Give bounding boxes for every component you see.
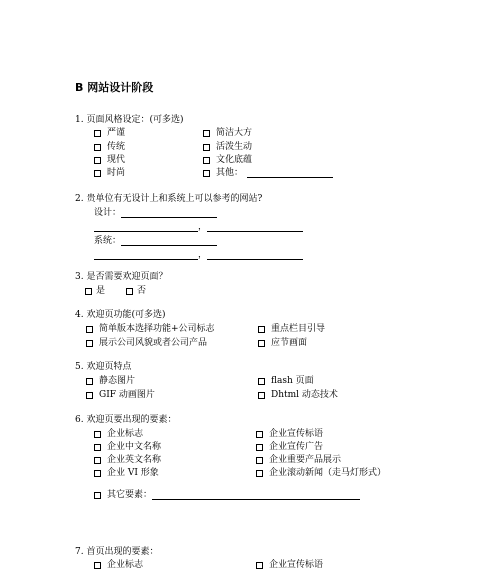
option-q6-left-4[interactable]: 企业 VI 形象 <box>94 468 159 479</box>
checkbox[interactable] <box>94 170 101 177</box>
checkbox[interactable] <box>94 130 101 137</box>
checkbox[interactable] <box>94 470 101 477</box>
option-q5-left-1[interactable]: 静态图片 <box>86 376 135 387</box>
design-reference-input-2[interactable] <box>94 223 198 232</box>
checkbox[interactable] <box>94 144 101 151</box>
option-yes[interactable]: 是 <box>85 286 105 297</box>
question-7: 7. 首页出现的要素： <box>75 547 159 557</box>
option-q4-left-2[interactable]: 展示公司风貌或者公司产品 <box>86 338 207 349</box>
option-q4-left-1[interactable]: 简单版本选择功能+公司标志 <box>86 324 215 335</box>
checkbox[interactable] <box>203 130 210 137</box>
option-q6-right-2[interactable]: 企业宣传广告 <box>256 442 323 453</box>
system-reference-input-3[interactable] <box>207 251 303 260</box>
design-reference-input[interactable] <box>121 209 217 218</box>
design-reference-row-2: ， <box>94 222 303 233</box>
checkbox[interactable] <box>203 170 210 177</box>
system-reference-row: 系统： <box>94 236 217 247</box>
checkbox[interactable] <box>256 470 263 477</box>
checkbox[interactable] <box>258 326 265 333</box>
option-q6-other[interactable]: 其它要素： <box>94 490 360 501</box>
question-4: 4. 欢迎页功能(可多选) <box>75 310 166 320</box>
checkbox[interactable] <box>86 326 93 333</box>
checkbox[interactable] <box>94 492 101 499</box>
system-reference-input-2[interactable] <box>94 251 198 260</box>
option-no[interactable]: 否 <box>126 286 146 297</box>
option-q1-left-3[interactable]: 现代 <box>94 155 125 166</box>
checkbox[interactable] <box>86 392 93 399</box>
other-style-input[interactable] <box>247 169 333 178</box>
question-5: 5. 欢迎页特点 <box>75 362 132 372</box>
option-q6-right-1[interactable]: 企业宣传标语 <box>256 429 323 440</box>
design-reference-row: 设计： <box>94 208 217 219</box>
option-q5-right-1[interactable]: flash 页面 <box>258 376 314 387</box>
option-q1-left-2[interactable]: 传统 <box>94 142 125 153</box>
option-q7-right-1[interactable]: 企业宣传标语 <box>256 560 323 571</box>
checkbox[interactable] <box>86 340 93 347</box>
checkbox[interactable] <box>258 340 265 347</box>
option-q4-right-2[interactable]: 应节画面 <box>258 338 307 349</box>
question-3: 3. 是否需要欢迎页面？ <box>75 272 168 282</box>
checkbox[interactable] <box>203 157 210 164</box>
option-q5-left-2[interactable]: GIF 动画图片 <box>86 390 155 401</box>
option-q6-left-3[interactable]: 企业英文名称 <box>94 455 161 466</box>
checkbox[interactable] <box>258 378 265 385</box>
checkbox[interactable] <box>86 378 93 385</box>
option-q1-right-2[interactable]: 活泼生动 <box>203 142 252 153</box>
question-2: 2. 贵单位有无设计上和系统上可以参考的网站? <box>75 194 263 204</box>
section-title: B 网站设计阶段 <box>75 81 154 94</box>
checkbox[interactable] <box>94 431 101 438</box>
checkbox[interactable] <box>94 157 101 164</box>
option-q6-left-1[interactable]: 企业标志 <box>94 429 143 440</box>
checkbox[interactable] <box>256 444 263 451</box>
checkbox[interactable] <box>258 392 265 399</box>
option-q7-left-1[interactable]: 企业标志 <box>94 560 143 571</box>
checkbox[interactable] <box>256 457 263 464</box>
system-reference-row-2: ， <box>94 250 303 261</box>
option-q1-right-4[interactable]: 其他： <box>203 168 333 179</box>
checkbox[interactable] <box>85 288 92 295</box>
option-q1-left-4[interactable]: 时尚 <box>94 168 125 179</box>
option-q5-right-2[interactable]: Dhtml 动态技术 <box>258 390 338 401</box>
question-1: 1. 页面风格设定：(可多选) <box>75 115 184 125</box>
checkbox[interactable] <box>203 144 210 151</box>
question-6: 6. 欢迎页要出现的要素： <box>75 415 177 425</box>
other-elements-input[interactable] <box>152 491 360 500</box>
option-q4-right-1[interactable]: 重点栏目引导 <box>258 324 325 335</box>
option-q1-right-1[interactable]: 简洁大方 <box>203 128 252 139</box>
checkbox[interactable] <box>256 431 263 438</box>
design-reference-input-3[interactable] <box>207 223 303 232</box>
option-q6-right-3[interactable]: 企业重要产品展示 <box>256 455 341 466</box>
option-q1-right-3[interactable]: 文化底蕴 <box>203 155 252 166</box>
option-q6-right-4[interactable]: 企业滚动新闻（走马灯形式） <box>256 468 386 479</box>
checkbox[interactable] <box>126 288 133 295</box>
option-q6-left-2[interactable]: 企业中文名称 <box>94 442 161 453</box>
checkbox[interactable] <box>94 457 101 464</box>
option-q1-left-1[interactable]: 严谨 <box>94 128 125 139</box>
system-reference-input[interactable] <box>121 237 217 246</box>
checkbox[interactable] <box>94 444 101 451</box>
